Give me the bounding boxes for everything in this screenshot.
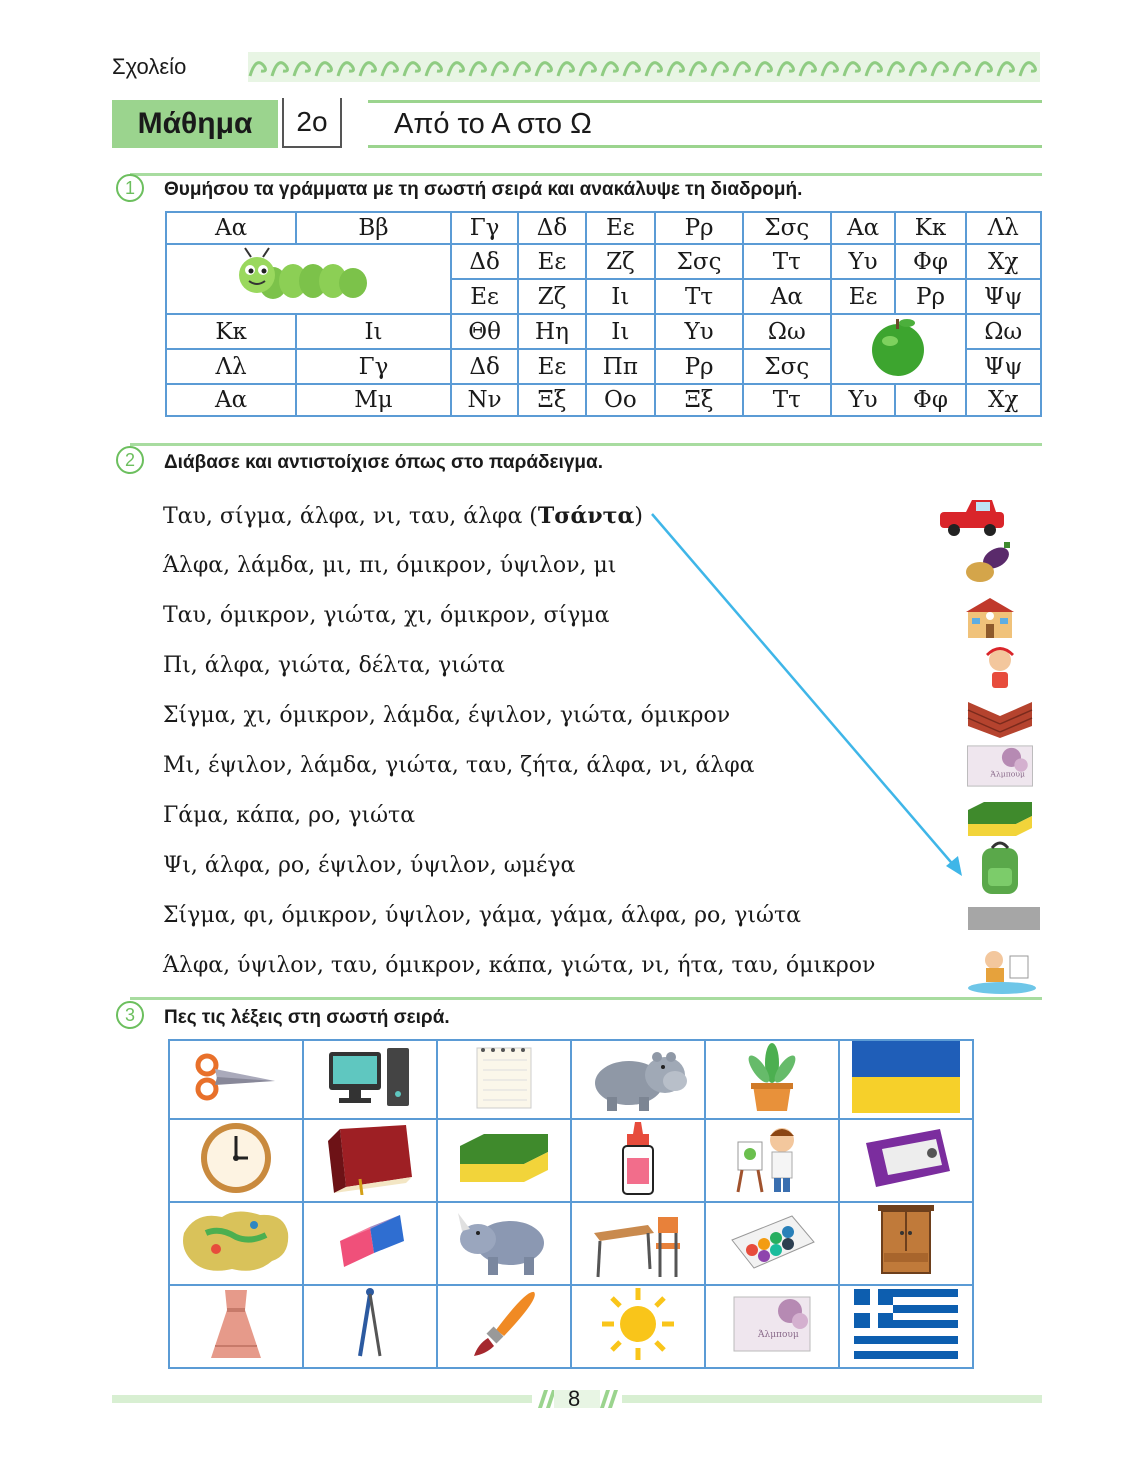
grid-cell (437, 1040, 571, 1119)
album-text: Άλμπουμ (990, 769, 1025, 779)
letter-cell: Εε (518, 244, 585, 279)
word-line: Ταυ, όμικρον, γιώτα, χι, όμικρον, σίγμα (163, 603, 610, 628)
letter-cell: Σσς (655, 244, 743, 279)
letter-cell: Ξξ (655, 384, 743, 416)
computer-icon (325, 1044, 415, 1110)
example-arrow (640, 500, 980, 880)
grid-cell (705, 1202, 839, 1285)
letter-cell: Ψψ (966, 279, 1041, 314)
letter-cell: Υυ (831, 384, 896, 416)
letters-row-2 (166, 244, 1041, 279)
letter-cell: Ψψ (966, 349, 1041, 384)
boy-painting-icon (966, 938, 1038, 994)
exercise-2-instruction: Διάβασε και αντιστοίχισε όπως στο παράδειγμα. (164, 452, 603, 473)
hippo-icon (583, 1041, 693, 1113)
letter-cell: Ιι (586, 314, 656, 349)
desk-icon (588, 1203, 688, 1279)
sharpener-icon (856, 1123, 956, 1193)
letter-cell: Ττ (743, 244, 831, 279)
letter-cell: Δδ (451, 244, 519, 279)
page-number: 8 (568, 1386, 581, 1411)
grid-cell (169, 1119, 303, 1202)
grid-cell (571, 1202, 705, 1285)
exercise-1-number: 1 (116, 174, 144, 202)
letters-row-4 (166, 314, 1041, 349)
header-label: Σχολείο (112, 54, 187, 79)
grid-cell (303, 1202, 437, 1285)
plant-icon (737, 1041, 807, 1113)
lesson-number: 2ο (282, 98, 342, 148)
letter-cell: Φφ (895, 244, 965, 279)
eraser-icon (330, 1211, 410, 1271)
ukraine-flag-icon (852, 1041, 960, 1113)
exercise-1-instruction: Θυμήσου τα γράμματα με τη σωστή σειρά και ανακάλυψε τη διαδρομή. (164, 179, 803, 200)
letter-cell: Ωω (966, 314, 1041, 349)
word-line: Σίγμα, φι, όμικρον, ύψιλον, γάμα, γάμα, άλφα, ρο, γιώτα (163, 903, 801, 928)
letter-cell: Εε (518, 349, 585, 384)
car-icon (936, 494, 1008, 538)
letter-cell: Φφ (895, 384, 965, 416)
grid-cell (839, 1119, 973, 1202)
lesson-bar (112, 100, 1042, 148)
word-line: Άλφα, ύψιλον, ταυ, όμικρον, κάπα, γιώτα, νι, ήτα, ταυ, όμικρον (163, 953, 876, 978)
album-icon (730, 1293, 814, 1355)
grid-cell (437, 1119, 571, 1202)
wall-icon (964, 694, 1036, 738)
letter-cell: Αα (831, 212, 896, 244)
letter-cell: Ττ (655, 279, 743, 314)
dress-icon (201, 1286, 271, 1362)
grid-cell (169, 1202, 303, 1285)
letter-cell: Λλ (966, 212, 1041, 244)
backpack-icon (976, 838, 1024, 898)
letter-cell: Θθ (451, 314, 519, 349)
letter-cell: Κκ (166, 314, 296, 349)
letter-cell: Μμ (296, 384, 451, 416)
letter-cell: Λλ (166, 349, 296, 384)
letter-cell: Ξξ (518, 384, 585, 416)
grid-cell (303, 1040, 437, 1119)
grid-cell (571, 1040, 705, 1119)
album-text: Άλμπουμ (758, 1330, 799, 1340)
wardrobe-icon (876, 1203, 936, 1279)
grid-cell (437, 1202, 571, 1285)
letter-cell: Ζζ (586, 244, 656, 279)
lesson-title: Από το Α στο Ω (368, 100, 1042, 148)
letter-cell: Εε (451, 279, 519, 314)
letter-cell: Ρρ (895, 279, 965, 314)
letter-cell: Ρρ (655, 212, 743, 244)
grid-cell (169, 1285, 303, 1368)
letter-cell: Εε (831, 279, 896, 314)
watercolors-icon (722, 1206, 822, 1276)
exercise-1-divider (130, 173, 1042, 176)
apple-cell (831, 314, 966, 384)
letter-cell: Ιι (586, 279, 656, 314)
word-line: Σίγμα, χι, όμικρον, λάμδα, έψιλον, γιώτα, όμικρον (163, 703, 731, 728)
grid-cell (839, 1040, 973, 1119)
word-line: Μι, έψιλον, λάμδα, γιώτα, ταυ, ζήτα, άλφα, νι, άλφα (163, 753, 755, 778)
grid-cell (839, 1285, 973, 1368)
letter-cell: Αα (166, 384, 296, 416)
letter-cell: Οο (586, 384, 656, 416)
greece-flag-icon (854, 1289, 958, 1359)
exercise-2-divider (130, 443, 1042, 446)
letter-cell: Νν (451, 384, 519, 416)
word-line: Ψι, άλφα, ρο, έψιλον, ύψιλον, ωμέγα (163, 853, 576, 878)
caterpillar-cell (166, 244, 451, 314)
grid-cell (571, 1285, 705, 1368)
sponge-icon (964, 798, 1036, 838)
letter-cell: Γγ (451, 212, 519, 244)
letter-cell: Υυ (831, 244, 896, 279)
greek-key-band (248, 52, 1040, 82)
example-line (163, 503, 643, 529)
grid-cell (705, 1119, 839, 1202)
album-icon (964, 744, 1036, 788)
letter-cell: Αα (166, 212, 296, 244)
pictures-grid (168, 1039, 974, 1369)
letters-row-6 (166, 384, 1041, 416)
letter-cell: Ββ (296, 212, 451, 244)
grid-cell (705, 1285, 839, 1368)
letters-row-1 (166, 212, 1041, 244)
grid-cell (303, 1285, 437, 1368)
notebook-icon (469, 1044, 539, 1110)
glue-icon (613, 1120, 663, 1196)
letter-cell: Ωω (743, 314, 831, 349)
letter-cell: Ππ (586, 349, 656, 384)
paintbrush-icon (464, 1286, 544, 1362)
word-line: Γάμα, κάπα, ρο, γιώτα (163, 803, 416, 828)
letter-cell: Ιι (296, 314, 451, 349)
letter-cell: Εε (586, 212, 656, 244)
scissors-icon (191, 1047, 281, 1107)
exercise-2-number: 2 (116, 446, 144, 474)
rhino-icon (454, 1203, 554, 1279)
letter-cell: Ττ (743, 384, 831, 416)
letter-cell: Υυ (655, 314, 743, 349)
boy-icon (980, 644, 1020, 690)
letter-cell: Αα (743, 279, 831, 314)
book-icon (320, 1121, 420, 1195)
example-prefix: Ταυ, σίγμα, άλφα, νι, ταυ, άλφα ( (163, 504, 538, 529)
exercise-3-instruction: Πες τις λέξεις στη σωστή σειρά. (164, 1007, 450, 1028)
letter-cell: Χχ (966, 384, 1041, 416)
grid-cell (169, 1040, 303, 1119)
letter-cell: Ηη (518, 314, 585, 349)
exercise-3-number: 3 (116, 1001, 144, 1029)
letter-cell: Σσς (743, 212, 831, 244)
letter-cell: Σσς (743, 349, 831, 384)
example-word: Τσάντα (537, 503, 635, 529)
letter-cell: Χχ (966, 244, 1041, 279)
word-line: Άλφα, λάμδα, μι, πι, όμικρον, ύψιλον, μι (163, 553, 617, 578)
clock-icon (196, 1120, 276, 1196)
word-line: Πι, άλφα, γιώτα, δέλτα, γιώτα (163, 653, 505, 678)
sponge-icon (454, 1128, 554, 1188)
apple-icon (863, 315, 933, 377)
eggplant-potato-icon (962, 540, 1012, 584)
grid-cell (705, 1040, 839, 1119)
map-icon (176, 1203, 296, 1279)
boy-painter-icon (732, 1120, 812, 1196)
letter-cell: Κκ (895, 212, 965, 244)
letter-cell: Γγ (296, 349, 451, 384)
letter-cell: Ρρ (655, 349, 743, 384)
example-suffix: ) (634, 504, 644, 529)
board-icon (968, 907, 1040, 930)
letter-cell: Δδ (451, 349, 519, 384)
school-icon (962, 594, 1018, 640)
compass-icon (350, 1286, 390, 1362)
caterpillar-icon (233, 245, 383, 307)
grid-cell (437, 1285, 571, 1368)
letter-cell: Δδ (518, 212, 585, 244)
grid-cell (571, 1119, 705, 1202)
sun-icon (598, 1286, 678, 1362)
letter-cell: Ζζ (518, 279, 585, 314)
grid-cell (839, 1202, 973, 1285)
letters-table (165, 211, 1042, 417)
lesson-word: Μάθημα (112, 100, 278, 148)
grid-cell (303, 1119, 437, 1202)
exercise-3-divider (130, 997, 1042, 1000)
